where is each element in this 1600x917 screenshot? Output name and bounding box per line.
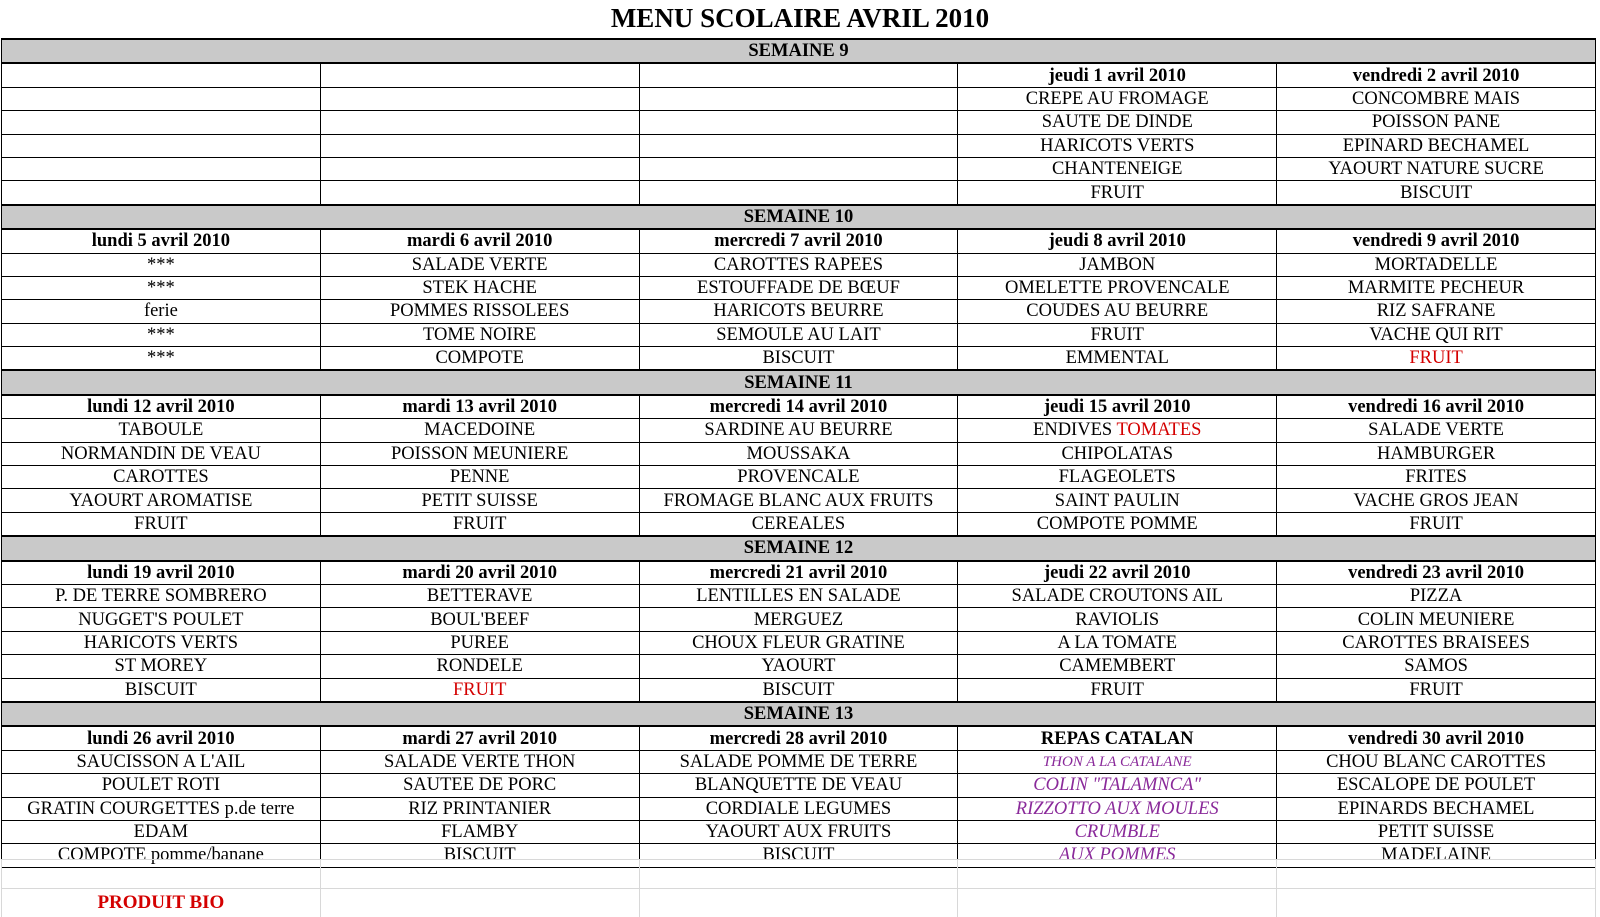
menu-cell xyxy=(639,111,958,134)
menu-row xyxy=(2,442,1596,465)
day-header-cell: lundi 12 avril 2010 xyxy=(2,395,321,419)
menu-cell: ESTOUFFADE DE BŒUF xyxy=(639,276,958,299)
menu-cell xyxy=(639,181,958,205)
menu-cell xyxy=(2,134,321,157)
week-header-row xyxy=(2,205,1596,229)
menu-cell: POISSON PANE xyxy=(1277,111,1596,134)
menu-cell: COMPOTE POMME xyxy=(958,512,1277,536)
menu-cell: MARMITE PECHEUR xyxy=(1277,276,1596,299)
menu-cell: RONDELE xyxy=(320,655,639,678)
menu-cell: FRUIT xyxy=(1277,347,1596,371)
footer-cell xyxy=(320,860,639,889)
menu-cell: PROVENCALE xyxy=(639,466,958,489)
menu-row xyxy=(2,512,1596,536)
day-header-cell: mercredi 21 avril 2010 xyxy=(639,561,958,585)
menu-cell: *** xyxy=(2,347,321,371)
footer-cell xyxy=(639,889,958,917)
day-header-cell: vendredi 23 avril 2010 xyxy=(1277,561,1596,585)
menu-cell: ST MOREY xyxy=(2,655,321,678)
menu-cell: TABOULE xyxy=(2,419,321,442)
menu-cell: SALADE VERTE xyxy=(320,253,639,276)
menu-cell xyxy=(320,87,639,110)
menu-cell: VACHE QUI RIT xyxy=(1277,323,1596,346)
day-header-cell xyxy=(2,63,321,87)
menu-cell: THON A LA CATALANE xyxy=(958,750,1277,773)
menu-row xyxy=(2,253,1596,276)
menu-cell: STEK HACHE xyxy=(320,276,639,299)
menu-row xyxy=(2,111,1596,134)
menu-cell: ferie xyxy=(2,300,321,323)
menu-row xyxy=(2,419,1596,442)
day-header-cell: lundi 26 avril 2010 xyxy=(2,726,321,750)
menu-cell: YAOURT AROMATISE xyxy=(2,489,321,512)
menu-cell: YAOURT xyxy=(639,655,958,678)
day-header-row xyxy=(2,726,1596,750)
day-header-cell: mardi 6 avril 2010 xyxy=(320,229,639,253)
menu-cell: CAROTTES BRAISEES xyxy=(1277,631,1596,654)
menu-cell: JAMBON xyxy=(958,253,1277,276)
day-header-cell xyxy=(320,63,639,87)
menu-cell: SEMOULE AU LAIT xyxy=(639,323,958,346)
week-header-row xyxy=(2,39,1596,63)
menu-cell: MADELAINE xyxy=(1277,844,1596,867)
week-label: SEMAINE 13 xyxy=(2,702,1596,726)
menu-cell: CREPE AU FROMAGE xyxy=(958,87,1277,110)
menu-cell: HARICOTS BEURRE xyxy=(639,300,958,323)
menu-cell: COMPOTE pomme/banane xyxy=(2,844,321,867)
day-header-cell: mardi 27 avril 2010 xyxy=(320,726,639,750)
menu-cell: PETIT SUISSE xyxy=(320,489,639,512)
menu-cell: SALADE VERTE THON xyxy=(320,750,639,773)
day-header-cell: jeudi 1 avril 2010 xyxy=(958,63,1277,87)
menu-cell: BETTERAVE xyxy=(320,584,639,607)
menu-cell: BISCUIT xyxy=(320,844,639,867)
menu-cell: BISCUIT xyxy=(1277,181,1596,205)
menu-cell: MORTADELLE xyxy=(1277,253,1596,276)
menu-cell xyxy=(2,157,321,180)
menu-cell: PUREE xyxy=(320,631,639,654)
menu-cell: BISCUIT xyxy=(639,678,958,702)
menu-cell: MACEDOINE xyxy=(320,419,639,442)
menu-row xyxy=(2,750,1596,773)
menu-cell: FRUIT xyxy=(320,512,639,536)
menu-cell: SALADE POMME DE TERRE xyxy=(639,750,958,773)
menu-cell xyxy=(320,157,639,180)
menu-cell xyxy=(2,111,321,134)
day-header-cell: vendredi 16 avril 2010 xyxy=(1277,395,1596,419)
week-header-row xyxy=(2,536,1596,560)
footer-cell xyxy=(2,860,321,889)
week-label: SEMAINE 11 xyxy=(2,370,1596,394)
menu-cell: ESCALOPE DE POULET xyxy=(1277,774,1596,797)
menu-cell: RAVIOLIS xyxy=(958,608,1277,631)
menu-cell: SAUCISSON A L'AIL xyxy=(2,750,321,773)
menu-cell: COLIN MEUNIERE xyxy=(1277,608,1596,631)
menu-row xyxy=(2,347,1596,371)
day-header-row xyxy=(2,395,1596,419)
menu-cell: EMMENTAL xyxy=(958,347,1277,371)
footer-cell xyxy=(2,889,321,917)
menu-cell: COUDES AU BEURRE xyxy=(958,300,1277,323)
menu-row xyxy=(2,655,1596,678)
produit-bio-legend: PRODUIT BIO xyxy=(97,892,224,913)
footer-cell xyxy=(639,860,958,889)
menu-cell: MOUSSAKA xyxy=(639,442,958,465)
menu-cell: AUX POMMES xyxy=(958,844,1277,867)
menu-cell: CHANTENEIGE xyxy=(958,157,1277,180)
day-header-cell: vendredi 2 avril 2010 xyxy=(1277,63,1596,87)
menu-row xyxy=(2,584,1596,607)
menu-cell: PETIT SUISSE xyxy=(1277,820,1596,843)
footer-row xyxy=(2,889,1596,917)
menu-cell: EDAM xyxy=(2,820,321,843)
menu-cell: LENTILLES EN SALADE xyxy=(639,584,958,607)
menu-cell: COLIN "TALAMNCA" xyxy=(958,774,1277,797)
menu-row xyxy=(2,157,1596,180)
menu-cell xyxy=(958,419,1277,442)
day-header-cell: jeudi 15 avril 2010 xyxy=(958,395,1277,419)
menu-cell: SAUTE DE DINDE xyxy=(958,111,1277,134)
menu-row xyxy=(2,300,1596,323)
menu-cell: HARICOTS VERTS xyxy=(2,631,321,654)
menu-cell: CAROTTES xyxy=(2,466,321,489)
menu-cell: SAMOS xyxy=(1277,655,1596,678)
menu-cell: SARDINE AU BEURRE xyxy=(639,419,958,442)
menu-row xyxy=(2,774,1596,797)
menu-cell xyxy=(639,87,958,110)
day-header-cell xyxy=(639,63,958,87)
menu-cell: POISSON MEUNIERE xyxy=(320,442,639,465)
menu-cell: YAOURT AUX FRUITS xyxy=(639,820,958,843)
menu-cell: BOUL'BEEF xyxy=(320,608,639,631)
menu-cell: FRUIT xyxy=(958,181,1277,205)
week-label: SEMAINE 9 xyxy=(2,39,1596,63)
menu-row xyxy=(2,608,1596,631)
menu-cell xyxy=(2,87,321,110)
menu-cell: CHOUX FLEUR GRATINE xyxy=(639,631,958,654)
menu-cell: CEREALES xyxy=(639,512,958,536)
menu-cell: *** xyxy=(2,276,321,299)
menu-cell xyxy=(639,157,958,180)
menu-cell: GRATIN COURGETTES p.de terre xyxy=(2,797,321,820)
menu-cell xyxy=(2,181,321,205)
menu-cell: FRUIT xyxy=(2,512,321,536)
menu-row xyxy=(2,489,1596,512)
menu-cell: NUGGET'S POULET xyxy=(2,608,321,631)
menu-cell: FRUIT xyxy=(1277,512,1596,536)
day-header-cell: lundi 5 avril 2010 xyxy=(2,229,321,253)
menu-cell: HARICOTS VERTS xyxy=(958,134,1277,157)
menu-cell xyxy=(320,111,639,134)
menu-cell: BISCUIT xyxy=(2,678,321,702)
menu-cell: CHIPOLATAS xyxy=(958,442,1277,465)
week-header-row xyxy=(2,702,1596,726)
page-title: MENU SCOLAIRE AVRIL 2010 xyxy=(0,0,1600,38)
menu-cell: CORDIALE LEGUMES xyxy=(639,797,958,820)
menu-row xyxy=(2,797,1596,820)
menu-cell: COMPOTE xyxy=(320,347,639,371)
menu-row xyxy=(2,134,1596,157)
day-header-cell: mardi 13 avril 2010 xyxy=(320,395,639,419)
menu-row xyxy=(2,678,1596,702)
menu-cell: RIZ PRINTANIER xyxy=(320,797,639,820)
footer-cell xyxy=(1277,889,1596,917)
menu-cell: FRUIT xyxy=(320,678,639,702)
menu-cell xyxy=(320,134,639,157)
menu-cell: EPINARD BECHAMEL xyxy=(1277,134,1596,157)
menu-cell xyxy=(639,134,958,157)
day-header-cell: mardi 20 avril 2010 xyxy=(320,561,639,585)
menu-cell: PIZZA xyxy=(1277,584,1596,607)
day-header-row xyxy=(2,63,1596,87)
day-header-row xyxy=(2,229,1596,253)
footer-table xyxy=(1,859,1596,917)
day-header-cell: vendredi 30 avril 2010 xyxy=(1277,726,1596,750)
menu-cell: CONCOMBRE MAIS xyxy=(1277,87,1596,110)
menu-cell: YAOURT NATURE SUCRE xyxy=(1277,157,1596,180)
menu-cell: CAMEMBERT xyxy=(958,655,1277,678)
menu-cell: HAMBURGER xyxy=(1277,442,1596,465)
week-label: SEMAINE 10 xyxy=(2,205,1596,229)
menu-row xyxy=(2,631,1596,654)
menu-cell: BISCUIT xyxy=(639,347,958,371)
menu-cell: MERGUEZ xyxy=(639,608,958,631)
day-header-cell: mercredi 7 avril 2010 xyxy=(639,229,958,253)
menu-cell: CAROTTES RAPEES xyxy=(639,253,958,276)
menu-cell: VACHE GROS JEAN xyxy=(1277,489,1596,512)
menu-cell: FROMAGE BLANC AUX FRUITS xyxy=(639,489,958,512)
day-header-cell: jeudi 8 avril 2010 xyxy=(958,229,1277,253)
menu-cell: CRUMBLE xyxy=(958,820,1277,843)
menu-cell: SALADE CROUTONS AIL xyxy=(958,584,1277,607)
menu-cell: *** xyxy=(2,253,321,276)
menu-cell: BISCUIT xyxy=(639,844,958,867)
day-header-row xyxy=(2,561,1596,585)
menu-cell: CHOU BLANC CAROTTES xyxy=(1277,750,1596,773)
menu-cell: FRUIT xyxy=(1277,678,1596,702)
footer-cell xyxy=(958,860,1277,889)
day-header-cell: REPAS CATALAN xyxy=(958,726,1277,750)
menu-row xyxy=(2,276,1596,299)
menu-cell: P. DE TERRE SOMBRERO xyxy=(2,584,321,607)
menu-cell: FRUIT xyxy=(958,323,1277,346)
day-header-cell: mercredi 28 avril 2010 xyxy=(639,726,958,750)
menu-row xyxy=(2,87,1596,110)
menu-cell: SALADE VERTE xyxy=(1277,419,1596,442)
menu-cell: NORMANDIN DE VEAU xyxy=(2,442,321,465)
footer-cell xyxy=(958,889,1277,917)
menu-cell: RIZZOTTO AUX MOULES xyxy=(958,797,1277,820)
week-label: SEMAINE 12 xyxy=(2,536,1596,560)
menu-cell: FRITES xyxy=(1277,466,1596,489)
menu-cell: *** xyxy=(2,323,321,346)
menu-cell: FLAMBY xyxy=(320,820,639,843)
day-header-cell: vendredi 9 avril 2010 xyxy=(1277,229,1596,253)
menu-cell: PENNE xyxy=(320,466,639,489)
menu-cell: FLAGEOLETS xyxy=(958,466,1277,489)
day-header-cell: lundi 19 avril 2010 xyxy=(2,561,321,585)
menu-cell xyxy=(320,181,639,205)
menu-cell: SAUTEE DE PORC xyxy=(320,774,639,797)
day-header-cell: jeudi 22 avril 2010 xyxy=(958,561,1277,585)
menu-row xyxy=(2,181,1596,205)
bio-item-text: TOMATES xyxy=(1116,420,1201,440)
footer-cell xyxy=(320,889,639,917)
menu-cell: TOME NOIRE xyxy=(320,323,639,346)
menu-cell: SAINT PAULIN xyxy=(958,489,1277,512)
footer-cell xyxy=(1277,860,1596,889)
menu-cell: POMMES RISSOLEES xyxy=(320,300,639,323)
menu-table xyxy=(1,38,1596,868)
day-header-cell: mercredi 14 avril 2010 xyxy=(639,395,958,419)
menu-item-text: ENDIVES xyxy=(1033,420,1116,440)
footer-row xyxy=(2,860,1596,889)
menu-row xyxy=(2,323,1596,346)
menu-cell: FRUIT xyxy=(958,678,1277,702)
menu-cell: BLANQUETTE DE VEAU xyxy=(639,774,958,797)
menu-cell: A LA TOMATE xyxy=(958,631,1277,654)
menu-cell: EPINARDS BECHAMEL xyxy=(1277,797,1596,820)
menu-cell: OMELETTE PROVENCALE xyxy=(958,276,1277,299)
week-header-row xyxy=(2,370,1596,394)
menu-row xyxy=(2,820,1596,843)
menu-cell: POULET ROTI xyxy=(2,774,321,797)
menu-cell: RIZ SAFRANE xyxy=(1277,300,1596,323)
menu-row xyxy=(2,466,1596,489)
